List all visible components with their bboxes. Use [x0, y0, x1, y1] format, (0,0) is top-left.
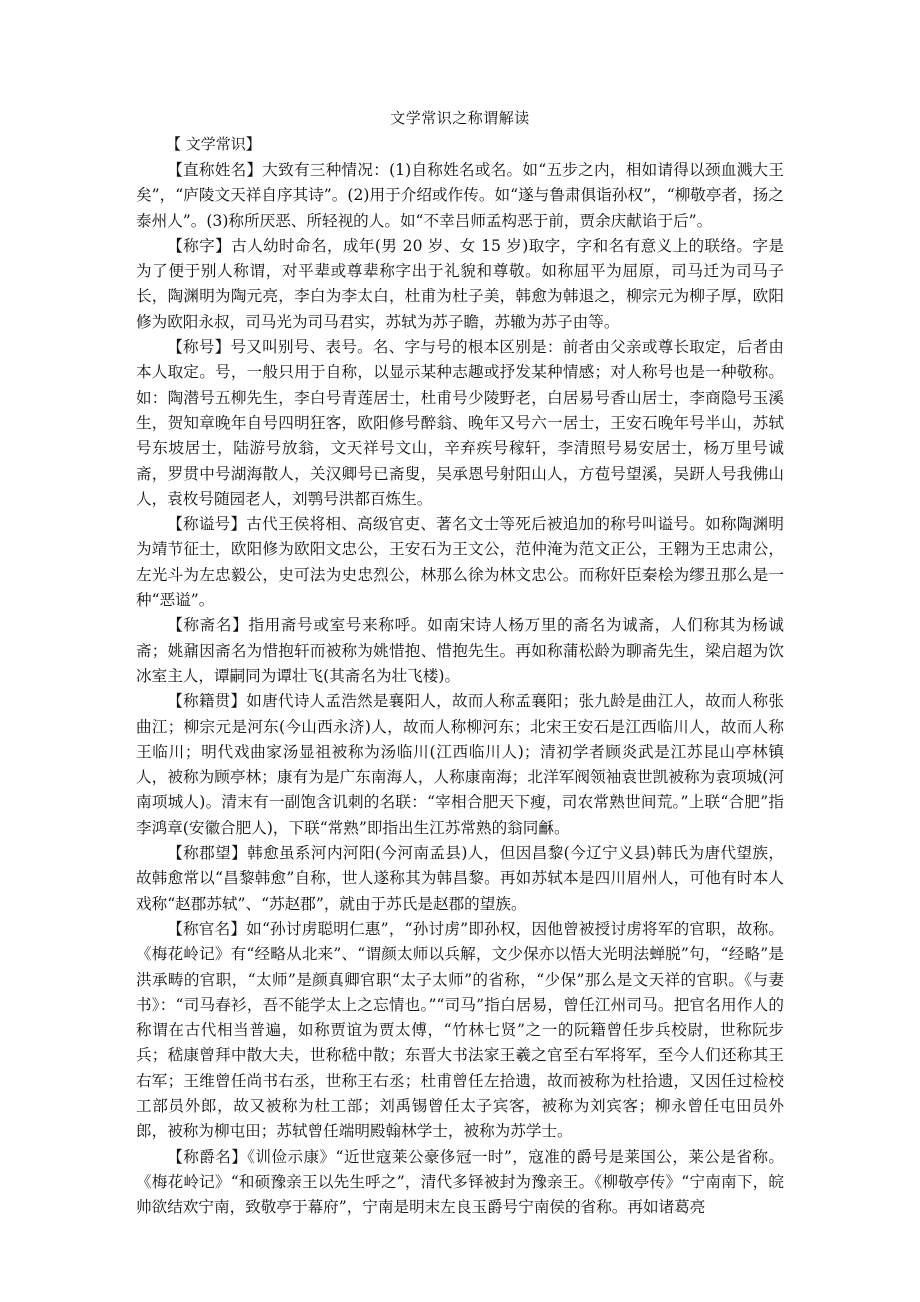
- term-label: 【称官名】: [167, 919, 247, 938]
- term-label: 【称号】: [167, 338, 231, 357]
- paragraph-text: 大致有三种情况：(1)自称姓名或名。如“五步之内，相如请得以颈血溅大王矣”，“庐陵文天祥自序其诗”。(2)用于介绍或作传。如“遂与鲁肃俱诣孙权”，“柳敬亭者，扬之泰州人”。(3)称所厌恶、所轻视的人。如“不幸吕师孟构恶于前，贾余庆献谄于后”。: [136, 161, 784, 230]
- paragraph-text: 如唐代诗人孟浩然是襄阳人，故而人称孟襄阳；张九龄是曲江人，故而人称张曲江；柳宗元是河东(今山西永济)人，故而人称柳河东；北宋王安石是江西临川人，故而人称王临川；明代戏曲家汤显祖被称为汤临川(江西临川人)；清初学者顾炎武是江苏昆山亭林镇人，被称为顾亭林；康有为是广东南海人，人称康南海；北洋军阀领袖袁世凯被称为袁项城(河南项城人)。清末有一副饱含讥刺的名联：“宰相合肥天下瘦，司农常熟世间荒。”上联“合肥”指李鸿章(安徽合肥人)，下联“常熟”即指出生江苏常熟的翁同龢。: [136, 692, 784, 837]
- paragraph-text: 指用斋号或室号来称呼。如南宋诗人杨万里的斋名为诚斋，人们称其为杨诚斋；姚鼐因斋名为惜抱轩而被称为姚惜抱、惜抱先生。再如称蒲松龄为聊斋先生，梁启超为饮冰室主人，谭嗣同为谭壮飞(其斋名为壮飞楼)。: [136, 616, 784, 685]
- paragraph-noble-title: [136, 1145, 784, 1221]
- paragraph-official-title: [136, 917, 784, 1145]
- paragraph-text: 如“孙讨虏聪明仁惠”，“孙讨虏”即孙权，因他曾被授讨虏将军的官职，故称。《梅花岭记》有“经略从北来”、“谓颜太师以兵解，文少保亦以悟大光明法蝉脱”句，“经略”是洪承畴的官职，“太师”是颜真卿官职“太子太师”的省称，“少保”那么是文天祥的官职。《与妻书》：“司马春衫，吾不能学太上之忘情也。”“司马”指白居易，曾任江州司马。把官名用作人的称谓在古代相当普遍，如称贾谊为贾太傅，“竹林七贤”之一的阮籍曾任步兵校尉，世称阮步兵；嵇康曾拜中散大夫，世称嵇中散；东晋大书法家王羲之官至右军将军，至今人们还称其王右军；王维曾任尚书右丞，世称王右丞；杜甫曾任左拾遗，故而被称为杜拾遗，又因任过检校工部员外郎，故又被称为杜工部；刘禹锡曾任太子宾客，被称为刘宾客；柳永曾任屯田员外郎，被称为柳屯田；苏轼曾任端明殿翰林学士，被称为苏学士。: [136, 919, 784, 1141]
- paragraph-posthumous-name: [136, 512, 784, 613]
- paragraph-studio-name: [136, 613, 784, 689]
- section-label: 【 文学常识】: [166, 135, 261, 153]
- paragraph-native-place: [136, 689, 784, 841]
- term-label: 【直称姓名】: [167, 161, 263, 179]
- term-label: 【称字】: [167, 236, 232, 255]
- document-page: [136, 108, 784, 1220]
- paragraph-text: 《训俭示康》“近世寇莱公豪侈冠一时”，寇准的爵号是莱国公，莱公是省称。《梅花岭记》“和硕豫亲王以先生呼之”，清代多铎被封为豫亲王。《柳敬亭传》“宁南南下，皖帅欲结欢宁南，致敬亭于幕府”，宁南是明末左良玉爵号宁南侯的省称。再如诸葛亮: [136, 1147, 784, 1217]
- paragraph-text: 号又叫别号、表号。名、字与号的根本区别是：前者由父亲或尊长取定，后者由本人取定。号，一般只用于自称，以显示某种志趣或抒发某种情感；对人称号也是一种敬称。如：陶潜号五柳先生，李白号青莲居士，杜甫号少陵野老，白居易号香山居士，李商隐号玉溪生，贺知章晚年自号四明狂客，欧阳修号醉翁、晚年又号六一居士，王安石晚年号半山，苏轼号东坡居士，陆游号放翁，文天祥号文山，辛弃疾号稼轩，李清照号易安居士，杨万里号诚斋，罗贯中号湖海散人，关汉卿号已斋叟，吴承恩号射阳山人，方苞号望溪，吴趼人号我佛山人，袁枚号随园老人，刘鹗号洪都百炼生。: [136, 338, 784, 508]
- term-label: 【称爵名】: [167, 1147, 248, 1166]
- term-label: 【称斋名】: [167, 616, 249, 635]
- term-label: 【称郡望】: [167, 844, 248, 863]
- document-title: 文学常识之称谓解读: [390, 109, 530, 127]
- paragraph-courtesy-name: [136, 234, 784, 335]
- paragraph-text: 古代王侯将相、高级官吏、著名文士等死后被追加的称号叫谥号。如称陶渊明为靖节征士，欧阳修为欧阳文忠公，王安石为王文公，范仲淹为范文正公，王翱为王忠肃公，左光斗为左忠毅公，史可法为史忠烈公，林那么徐为林文忠公。而称奸臣秦桧为缪丑那么是一种“恶谥”。: [136, 515, 784, 610]
- paragraph-art-name: [136, 335, 784, 512]
- paragraph-text: 古人幼时命名，成年(男 20 岁、女 15 岁)取字，字和名有意义上的联络。字是为了便于别人称谓，对平辈或尊辈称字出于礼貌和尊敬。如称屈平为屈原，司马迁为司马子长，陶渊明为陶元亮，李白为李太白，杜甫为杜子美，韩愈为韩退之，柳宗元为柳子厚，欧阳修为欧阳永叔，司马光为司马君实，苏轼为苏子瞻，苏辙为苏子由等。: [136, 236, 784, 331]
- term-label: 【称籍贯】: [167, 692, 247, 711]
- paragraph-ancestral-home: [136, 841, 784, 917]
- term-label: 【称谥号】: [167, 515, 247, 534]
- paragraph-text: 韩愈虽系河内河阳(今河南孟县)人，但因昌黎(今辽宁义县)韩氏为唐代望族，故韩愈常以“昌黎韩愈”自称，世人遂称其为韩昌黎。再如苏轼本是四川眉州人，可他有时本人戏称“赵郡苏轼”、“苏赵郡”，就由于苏氏是赵郡的望族。: [136, 844, 784, 913]
- paragraph-direct-name: [136, 158, 784, 234]
